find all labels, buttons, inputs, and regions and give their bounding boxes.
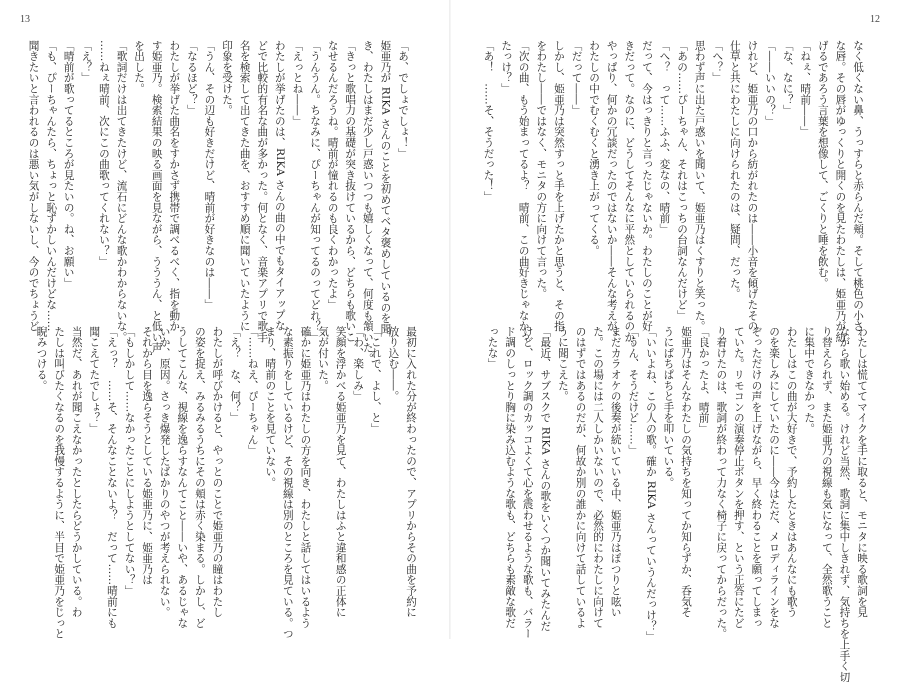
- text-line: けれど、姫亜乃の口から紡がれたのは――小音を傾げたその: [746, 40, 759, 332]
- text-line: ったな」: [486, 326, 499, 370]
- text-line: ぞっただけの声を上げながら、早く終わることを願ってしまっ: [750, 326, 763, 629]
- text-line: うに聞こえた。: [556, 326, 569, 402]
- text-line: 印象を受けた。: [221, 40, 234, 116]
- text-line: 「えっ？ ……そ、そんなことないよ？ だって……晴前にも: [105, 326, 118, 629]
- text-line: 「もしかして……なかったことにしようとしてない？」: [123, 326, 136, 596]
- text-line: 「な、なに？」: [781, 40, 794, 116]
- text-line: 「歌詞だけは出てきたけど、流石にどんな歌かわからないな。: [115, 40, 128, 343]
- text-line: うしてこんな、視線を逸らすなんてこと――いや、あるじゃな: [176, 326, 189, 629]
- text-line: 「きっと歌唱力の基礎が突き抜けているから、どちらも歌いこ: [344, 40, 357, 343]
- text-line: 「え？ な、何？」: [229, 326, 242, 424]
- text-line: 「いいよね、この人の歌。確か RIKA さんっていうんだっけ？」: [644, 326, 657, 643]
- page-number-right: 12: [870, 14, 880, 25]
- text-line: き、わたしはまだ少し戸惑いつつも嬉しくなって、何度も頷いた。: [361, 40, 374, 364]
- text-line: やっぱり、何かの冗談だったのではないか――そんな考えが、: [605, 40, 618, 343]
- text-line: ド調のしっとり胸に染み込むような歌も、どちらも素敵な歌だ: [504, 326, 517, 629]
- text-line: けど、ロック調のカッコよくて心を震わせるような歌も、バラー: [521, 326, 534, 640]
- text-line: 「も、ぴーちゃんたら、ちょっと恥ずかしいんだけどな……: [45, 40, 58, 332]
- text-line: わたしの中でむくむくと湧き上がってくる。: [588, 40, 601, 256]
- text-line: 「えっとね――」: [291, 40, 304, 127]
- text-line: ながら歌い始める。けれど当然、歌詞に集中しきれず、気持ちを上手く切: [838, 326, 851, 682]
- text-line: のはずではあるのだが、何故か別の誰かに向けて話しているよ: [574, 326, 587, 629]
- text-line: わたしが挙げた曲名をすかさず携帯で調べるべく、指を動か: [168, 40, 181, 332]
- right-page-bottom-text: [483, 326, 870, 682]
- text-line: わたしは慌ててマイクを手に取ると、モニタに映る歌詞を見: [856, 326, 868, 618]
- text-line: きだって。なのに、どうしてそんなに平然としていられるのか。: [623, 40, 636, 354]
- text-line: わたしが呼びかけると、やっとのことで姫亜乃の瞳はわたし: [211, 326, 224, 618]
- text-line: うにぱちぱちと手を叩いている。: [662, 326, 675, 488]
- text-line: それから目を逸らそうとしている姫亜乃に、姫亜乃は: [141, 326, 154, 586]
- right-page: [451, 0, 900, 682]
- text-line: 名を検索して出てきた曲を、おすすめ順に聞いていたように: [238, 40, 251, 332]
- text-line: 当然だ、あれが聞こえなかったとしたらどうかしている。わ: [70, 326, 83, 618]
- text-line: 「あの……ぴーちゃん、それはこっちの台詞なんだけど」: [676, 40, 689, 321]
- text-line: た。この場には二人しかいないので、必然的にわたしに向けて: [592, 326, 605, 629]
- text-line: を出した。: [133, 40, 146, 94]
- text-line: 「だって――」: [570, 40, 583, 116]
- text-line: 「うん、そうだけど……」: [627, 326, 640, 456]
- text-line: 「へ？ って……ふふ、変なの、晴前」: [658, 40, 671, 235]
- text-line: だって、今はっきりと言ったじゃないか。わたしのことが好: [640, 40, 653, 332]
- text-line: 「え？」: [80, 40, 93, 84]
- text-line: す姫亜乃。検索結果の映る画面を見ながら、うううん、と低い声: [150, 40, 163, 354]
- text-line: なせるんだろうね。晴前が憧れるのも良くわかったよ」: [326, 40, 339, 310]
- text-line: 「へ？」: [711, 40, 724, 84]
- text-line: ていた。リモコンの演奏停止ボタンを押す、という正答にたど: [732, 326, 745, 629]
- text-line: に集中できなかった。: [803, 326, 816, 434]
- text-line: ……ねぇ晴前、次にこの曲歌ってくれない？」: [97, 40, 110, 267]
- text-line: のを楽しみにしていたのに――今はただ、メロディラインをな: [768, 326, 781, 629]
- text-line: なく低くない鼻、うっすらと赤らんだ頬。そして桃色の小さ: [852, 40, 864, 332]
- text-line: 「ねぇ、晴前――」: [799, 40, 812, 138]
- text-line: 「なるほど？」: [185, 40, 198, 116]
- text-line: 気が付いた。: [317, 326, 330, 391]
- text-line: 笑顔を浮かべる姫亜乃を見て、わたしはふと違和感の正体に: [334, 326, 347, 618]
- text-line: 「良かったよ、晴前」: [697, 326, 710, 434]
- text-line: 「――いいの？」: [764, 40, 777, 127]
- text-line: 姫亜乃が RIKA さんのことを初めてベタ褒めしているのを聞: [379, 40, 392, 335]
- text-line: 確かに姫亜乃はわたしの方を向き、わたしと話してはいるよう: [299, 326, 312, 629]
- text-line: 聞きたいと言われるのは悪い気がしないし、今のでちょうど: [27, 40, 40, 332]
- text-line: げるであろう言葉を想像して、ごくりと唾を飲む。: [816, 40, 829, 289]
- text-line: 聞こえてたでしょ？」: [88, 326, 101, 434]
- text-line: 「あ！ ……そ、そうだった！」: [482, 40, 495, 202]
- text-line: 最初に入れた分が終わったので、アプリからその曲を予約に: [405, 326, 417, 618]
- text-line: まり、晴前のことを見ていない。: [264, 326, 277, 488]
- text-line: わたしはこの曲が大好きで、予約したときはあんなにも歌う: [785, 326, 798, 618]
- text-line: 放り込む――。: [387, 326, 400, 402]
- text-line: な素振りをしているけど、その視線は別のところを見ている。つ: [281, 326, 294, 640]
- text-line: 「……ねえ、ぴーちゃん」: [246, 326, 259, 456]
- text-line: り替えられず、また姫亜乃の視線も気になって、全然歌うこと: [820, 326, 833, 629]
- text-line: 仕草と共にわたしに向けられたのは、疑問、だった。: [728, 40, 741, 300]
- text-line: 「わ、楽しみ」: [352, 326, 365, 402]
- text-line: な唇。その唇がゆっくりと開くのを見たわたしは、姫亜乃が紡: [834, 40, 847, 343]
- text-line: 睨みつける。: [35, 326, 48, 391]
- text-line: 「うん、その辺も好きだけど、晴前が好きなのは――」: [203, 40, 216, 310]
- text-line: り着けたのは、歌詞が終わって力なく椅子に戻ってからだった。: [715, 326, 728, 640]
- text-line: たしは叫びたくなるのを我慢するように、半目で姫亜乃をじっと: [53, 326, 66, 640]
- text-line: いか、原因。さっき爆発したばかりのやつが考えられない。: [158, 326, 171, 618]
- text-line: 「うんうん。ちなみに、ぴーちゃんが知ってるのってどれ？」: [309, 40, 322, 343]
- text-line: をわたし――ではなく、モニタの方に向けて言った。: [535, 40, 548, 300]
- text-line: どで比較的有名な曲が多かった。何となく、音楽アプリで歌手: [256, 40, 269, 343]
- text-line: 「これで、よし、と」: [369, 326, 382, 434]
- text-line: たっけ？」: [500, 40, 513, 94]
- text-line: 姫亜乃はそんなわたしの気持ちを知ってか知らずか、呑気そ: [680, 326, 693, 618]
- page-number-left: 13: [20, 14, 30, 25]
- text-line: の姿を捉え、みるみるうちにその頬は赤く染まる。しかし、ど: [193, 326, 206, 629]
- text-line: 「次の曲、もう始まってるよ？ 晴前、この曲好きじゃなかっ: [517, 40, 530, 343]
- text-line: 思わず声に出た戸惑いを聞いて、姫亜乃はくすりと笑った。: [693, 40, 706, 332]
- left-page: [0, 0, 449, 639]
- text-line: 「あ、でしょでしょ！」: [397, 40, 409, 159]
- left-page-bottom-text: [32, 326, 419, 640]
- text-line: まだカラオケの後奏が続いている中、姫亜乃はぽつりと呟い: [609, 326, 622, 618]
- text-line: 「最近、サブスクで RIKA さんの歌をいくつか聞いてみたんだ: [539, 326, 552, 632]
- text-line: しかし、姫亜乃は突然すっと手を上げたかと思うと、その指: [552, 40, 565, 332]
- text-line: わたしが挙げたのは、RIKA さんの曲の中でもタイアップな: [273, 40, 286, 331]
- text-line: 「晴前が歌ってるところが見たいの。ね、お願い」: [62, 40, 75, 289]
